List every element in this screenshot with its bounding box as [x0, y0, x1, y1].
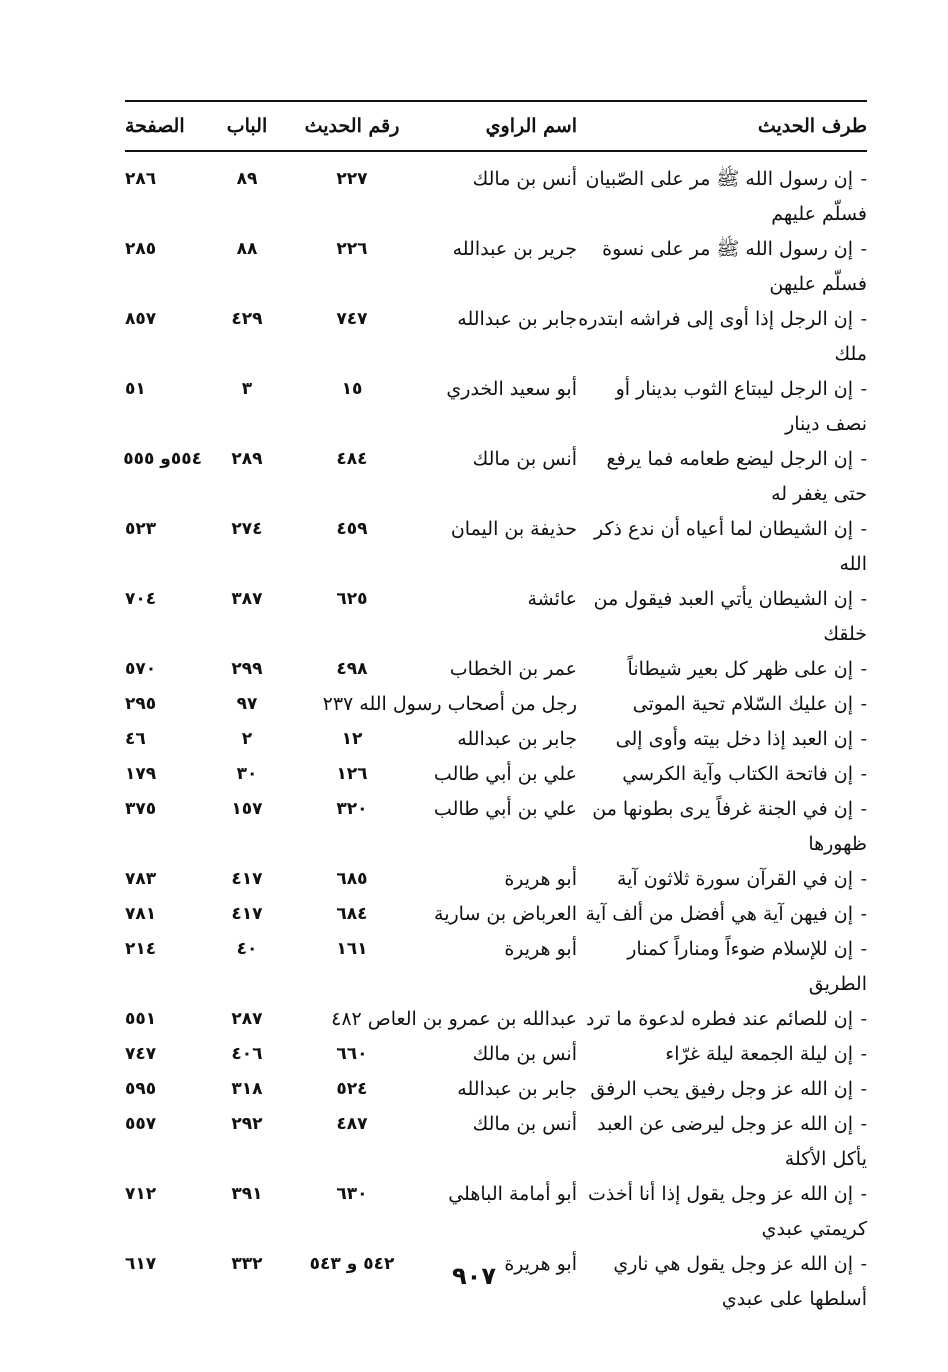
table-row: [125, 687, 867, 722]
page-ref: ٥٢٣: [125, 519, 157, 539]
header-narrator: اسم الراوي: [485, 115, 577, 137]
hadith-title: -إن فيهن آية هي أفضل من ألف آية: [585, 903, 867, 925]
page-ref: ٢١٤: [125, 939, 157, 959]
page-ref: ٥٧٠: [125, 659, 157, 679]
header-bab: الباب: [226, 115, 268, 137]
page-ref: ٨٥٧: [125, 309, 157, 329]
hadith-number: ٢٢٦: [336, 239, 368, 259]
hadith-number: ٦٣٠: [336, 1184, 368, 1204]
narrator: أبو هريرة: [504, 1253, 577, 1275]
table-row: [125, 512, 867, 582]
bab-number: ٩٧: [236, 694, 258, 714]
page-ref: ٤٦: [125, 729, 146, 749]
hadith-number: ٣٢٠: [336, 799, 368, 819]
hadith-number: ٤٥٩: [336, 519, 368, 539]
hadith-number: ٧٤٧: [336, 309, 368, 329]
bab-number: ٤١٧: [231, 904, 263, 924]
hadith-title: -إن في الجنة غرفاً يرى بطونها من ظهورها: [592, 798, 867, 855]
narrator: أبو هريرة: [504, 938, 577, 960]
page-ref: ٧٨٣: [125, 869, 157, 889]
hadith-number: ٢٢٧: [336, 169, 368, 189]
page-ref: ٣٧٥: [125, 799, 157, 819]
narrator: عبدالله بن عمرو بن العاص ٤٨٢: [331, 1008, 577, 1030]
page-ref: ٦١٧: [125, 1254, 157, 1274]
narrator: علي بن أبي طالب: [433, 763, 577, 785]
table-row: [125, 1107, 867, 1177]
narrator: جابر بن عبدالله: [457, 1078, 577, 1100]
hadith-title: -إن الرجل إذا أوى إلى فراشه ابتدره ملك: [578, 308, 867, 365]
hadith-title: -إن عليك السّلام تحية الموتى: [632, 693, 867, 715]
table-row: [125, 897, 867, 932]
table-row: [125, 722, 867, 757]
table-row: [125, 757, 867, 792]
hadith-title: -إن الله عز وجل ليرضى عن العبد يأكل الأكلة: [597, 1113, 867, 1170]
hadith-number: ١٢: [341, 729, 363, 749]
hadith-title: -إن للإسلام ضوءاً ومناراً كمنار الطريق: [627, 938, 867, 995]
page-ref: ٥٥٧: [125, 1114, 157, 1134]
table-row: [125, 1072, 867, 1107]
table-row: [125, 932, 867, 1002]
hadith-number: ٤٨٧: [336, 1114, 368, 1134]
page-ref: ٢٩٥: [125, 694, 157, 714]
hadith-title: -إن في القرآن سورة ثلاثون آية: [616, 868, 867, 890]
table-row: [125, 372, 867, 442]
hadith-number: ٦٨٥: [336, 869, 368, 889]
hadith-number: ٥٤٢ و ٥٤٣: [309, 1254, 395, 1274]
header-page: الصفحة: [125, 115, 185, 137]
page-ref: ٥١: [125, 379, 146, 399]
hadith-number: ٦٦٠: [336, 1044, 368, 1064]
table-row: [125, 582, 867, 652]
hadith-title: -إن رسول الله ﷺ مر على الصّبيان فسلّم عليهم: [585, 168, 867, 225]
table-row: [125, 442, 867, 512]
narrator: أبو هريرة: [504, 868, 577, 890]
hadith-title: -إن للصائم عند فطره لدعوة ما ترد: [586, 1008, 867, 1030]
table-body: [125, 162, 867, 1317]
bab-number: ٣١٨: [231, 1079, 263, 1099]
page-ref: ١٧٩: [125, 764, 157, 784]
page-ref: ٢٨٦: [125, 169, 157, 189]
hadith-number: ٤٩٨: [336, 659, 368, 679]
hadith-title: -إن الله عز وجل يقول إذا أنا أخذت كريمتي عبدي: [588, 1183, 867, 1240]
narrator: جرير بن عبدالله: [452, 238, 577, 260]
narrator: عمر بن الخطاب: [449, 658, 577, 680]
bab-number: ٨٨: [236, 239, 258, 259]
hadith-title: -إن الشيطان يأتي العبد فيقول من خلقك: [593, 588, 867, 645]
hadith-title: -إن الرجل ليضع طعامه فما يرفع حتى يغفر له: [606, 448, 867, 505]
hadith-title: -إن الشيطان لما أعياه أن ندع ذكر الله: [593, 518, 867, 575]
narrator: أنس بن مالك: [472, 1113, 577, 1135]
narrator: عائشة: [527, 588, 577, 610]
bab-number: ٤١٧: [231, 869, 263, 889]
hadith-title: -إن الرجل ليبتاع الثوب بدينار أو نصف دينار: [615, 378, 867, 435]
narrator: أبو سعيد الخدري: [446, 378, 577, 400]
hadith-title: -إن على ظهر كل بعير شيطاناً: [627, 658, 867, 680]
bab-number: ٢٩٢: [231, 1114, 263, 1134]
bab-number: ٣: [241, 379, 253, 399]
narrator: علي بن أبي طالب: [433, 798, 577, 820]
hadith-number: ٥٢٤: [336, 1079, 368, 1099]
hadith-title: -إن الله عز وجل يقول هي ناري أسلطها على عبدي: [613, 1253, 867, 1310]
table-row: [125, 1002, 867, 1037]
table-row: [125, 1177, 867, 1247]
hadith-title: -إن ليلة الجمعة ليلة غرّاء: [665, 1043, 867, 1065]
table-row: [125, 302, 867, 372]
page-ref: ٧٨١: [125, 904, 157, 924]
page-ref: ٧٤٧: [125, 1044, 157, 1064]
table-row: [125, 792, 867, 862]
hadith-number: ٦٨٤: [336, 904, 368, 924]
header-rule: [125, 150, 867, 152]
table-header: [125, 102, 867, 150]
narrator: العرباض بن سارية: [434, 903, 577, 925]
page-ref: ٧٠٤: [125, 589, 157, 609]
narrator: أنس بن مالك: [472, 168, 577, 190]
page-ref: ٧١٢: [125, 1184, 157, 1204]
narrator: أبو أمامة الباهلي: [448, 1183, 577, 1205]
hadith-title: -إن رسول الله ﷺ مر على نسوة فسلّم عليهن: [602, 238, 867, 295]
bab-number: ١٥٧: [231, 799, 263, 819]
narrator: أنس بن مالك: [472, 448, 577, 470]
table-row: [125, 862, 867, 897]
bab-number: ٣٩١: [231, 1184, 263, 1204]
page-ref: ٢٨٥: [125, 239, 157, 259]
narrator: أنس بن مالك: [472, 1043, 577, 1065]
narrator: رجل من أصحاب رسول الله ٢٣٧: [322, 693, 577, 715]
table-row: [125, 652, 867, 687]
header-title: طرف الحديث: [757, 115, 867, 137]
bab-number: ٨٩: [236, 169, 258, 189]
page-ref: ٥٥١: [125, 1009, 157, 1029]
table-row: [125, 232, 867, 302]
page-ref: ٥٩٥: [125, 1079, 157, 1099]
hadith-title: -إن العبد إذا دخل بيته وأوى إلى: [615, 728, 867, 750]
hadith-number: ١٦١: [336, 939, 368, 959]
bab-number: ٣٣٢: [231, 1254, 263, 1274]
hadith-number: ١٢٦: [336, 764, 368, 784]
bab-number: ٢٩٩: [231, 659, 263, 679]
bab-number: ٢٨٧: [231, 1009, 263, 1029]
narrator: جابر بن عبدالله: [457, 308, 577, 330]
hadith-number: ١٥: [341, 379, 363, 399]
page-number: ٩٠٧: [452, 1262, 496, 1290]
narrator: حذيفة بن اليمان: [450, 518, 577, 540]
bab-number: ٣٨٧: [231, 589, 263, 609]
bab-number: ٢: [241, 729, 253, 749]
bab-number: ٢٨٩: [231, 449, 263, 469]
hadith-title: -إن الله عز وجل رفيق يحب الرفق: [590, 1078, 867, 1100]
table-row: [125, 1037, 867, 1072]
bab-number: ٤٢٩: [231, 309, 263, 329]
header-hadith-no: رقم الحديث: [304, 115, 400, 137]
hadith-number: ٤٨٤: [336, 449, 368, 469]
bab-number: ٢٧٤: [231, 519, 263, 539]
page-ref: ٥٥٤و ٥٥٥: [123, 449, 202, 469]
bab-number: ٤٠٦: [231, 1044, 263, 1064]
bab-number: ٣٠: [236, 764, 258, 784]
hadith-number: ٦٢٥: [336, 589, 368, 609]
table-row: [125, 162, 867, 232]
hadith-index-table: [125, 100, 867, 1317]
bab-number: ٤٠: [236, 939, 258, 959]
hadith-title: -إن فاتحة الكتاب وآية الكرسي: [622, 763, 867, 785]
narrator: جابر بن عبدالله: [457, 728, 577, 750]
